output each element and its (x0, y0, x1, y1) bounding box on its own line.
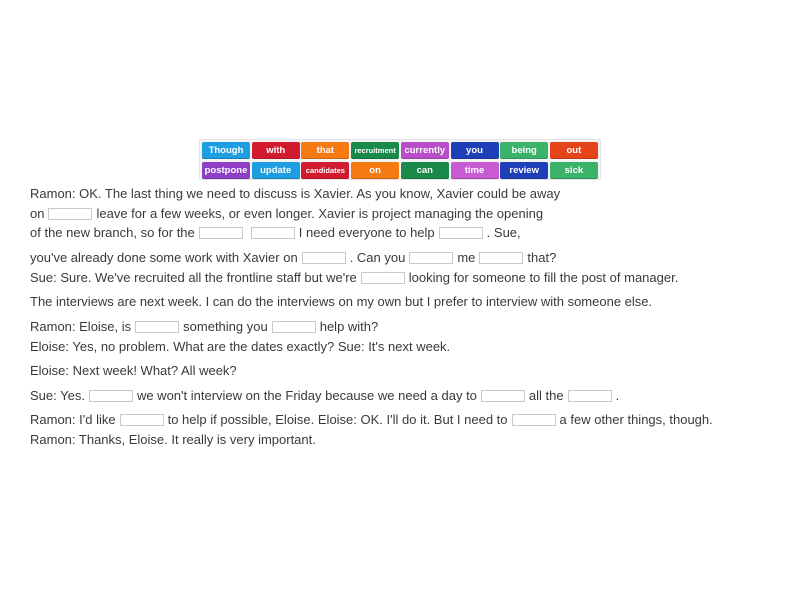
text-segment: Ramon: OK. The last thing we need to discuss is Xavier. As you know, Xavier could be away (30, 186, 561, 201)
text-segment: something you (183, 319, 268, 334)
answer-blank[interactable] (48, 208, 92, 220)
answer-blank[interactable] (251, 227, 295, 239)
text-segment: a few other things, though. (559, 412, 713, 427)
word-tile[interactable]: time (451, 162, 499, 179)
word-tile[interactable]: currently (401, 142, 449, 159)
text-line (30, 294, 652, 310)
text-segment: help with? (319, 319, 379, 334)
text-segment: Sue: Sure. We've recruited all the frontline staff but we're (30, 270, 357, 285)
text-segment: to help if possible, Eloise. Eloise: OK. I'll do it. But I need to (167, 412, 508, 427)
answer-blank[interactable] (568, 390, 612, 402)
answer-blank[interactable] (199, 227, 243, 239)
answer-blank[interactable] (120, 414, 164, 426)
word-tile[interactable]: recruitment (351, 142, 399, 159)
text-segment: Sue: Yes. (30, 388, 85, 403)
word-tile[interactable]: that (301, 142, 349, 159)
text-line (30, 388, 619, 404)
answer-blank[interactable] (409, 252, 453, 264)
answer-blank[interactable] (512, 414, 556, 426)
text-segment: looking for someone to fill the post of manager. (408, 270, 679, 285)
text-segment: The interviews are next week. I can do the interviews on my own but I prefer to interview with someone else. (30, 294, 653, 309)
answer-blank[interactable] (302, 252, 346, 264)
text-segment: . Can you (349, 250, 406, 265)
text-segment: Eloise: Yes, no problem. What are the dates exactly? Sue: It's next week. (30, 339, 451, 354)
word-tile[interactable]: out (550, 142, 598, 159)
text-line (30, 186, 560, 202)
text-segment: me (457, 250, 476, 265)
text-line (30, 206, 543, 222)
text-segment: . Sue, (486, 225, 521, 240)
word-tile[interactable]: candidates (301, 162, 349, 179)
text-segment: . (615, 388, 620, 403)
text-segment: Ramon: Eloise, is (30, 319, 132, 334)
word-tile[interactable]: being (500, 142, 548, 159)
text-line (30, 319, 378, 335)
text-segment: I need everyone to help (298, 225, 435, 240)
text-segment: that? (527, 250, 557, 265)
word-tile[interactable]: postpone (202, 162, 250, 179)
text-segment: of the new branch, so for the (30, 225, 195, 240)
text-segment: you've already done some work with Xavier on (30, 250, 298, 265)
text-line (30, 339, 450, 355)
word-tile[interactable]: update (252, 162, 300, 179)
text-segment: we won't interview on the Friday because we need a day to (136, 388, 477, 403)
word-tile[interactable]: review (500, 162, 548, 179)
text-line (30, 225, 521, 241)
text-line (30, 412, 713, 428)
text-line (30, 363, 237, 379)
text-segment: Eloise: Next week! What? All week? (30, 363, 237, 378)
answer-blank[interactable] (89, 390, 133, 402)
word-tile[interactable]: with (252, 142, 300, 159)
text-line (30, 250, 556, 266)
text-line (30, 270, 678, 286)
answer-blank[interactable] (481, 390, 525, 402)
answer-blank[interactable] (135, 321, 179, 333)
text-segment: leave for a few weeks, or even longer. Xavier is project managing the opening (96, 206, 544, 221)
word-tile[interactable]: can (401, 162, 449, 179)
word-tile[interactable]: you (451, 142, 499, 159)
text-segment: Ramon: Thanks, Eloise. It really is very important. (30, 432, 316, 447)
answer-blank[interactable] (272, 321, 316, 333)
answer-blank[interactable] (439, 227, 483, 239)
answer-blank[interactable] (361, 272, 405, 284)
answer-blank[interactable] (479, 252, 523, 264)
text-segment: Ramon: I'd like (30, 412, 116, 427)
text-line (30, 432, 316, 448)
text-segment: all the (528, 388, 564, 403)
text-segment: on (30, 206, 45, 221)
word-tile[interactable]: on (351, 162, 399, 179)
word-bank (199, 139, 601, 180)
word-tile[interactable]: Though (202, 142, 250, 159)
word-tile[interactable]: sick (550, 162, 598, 179)
